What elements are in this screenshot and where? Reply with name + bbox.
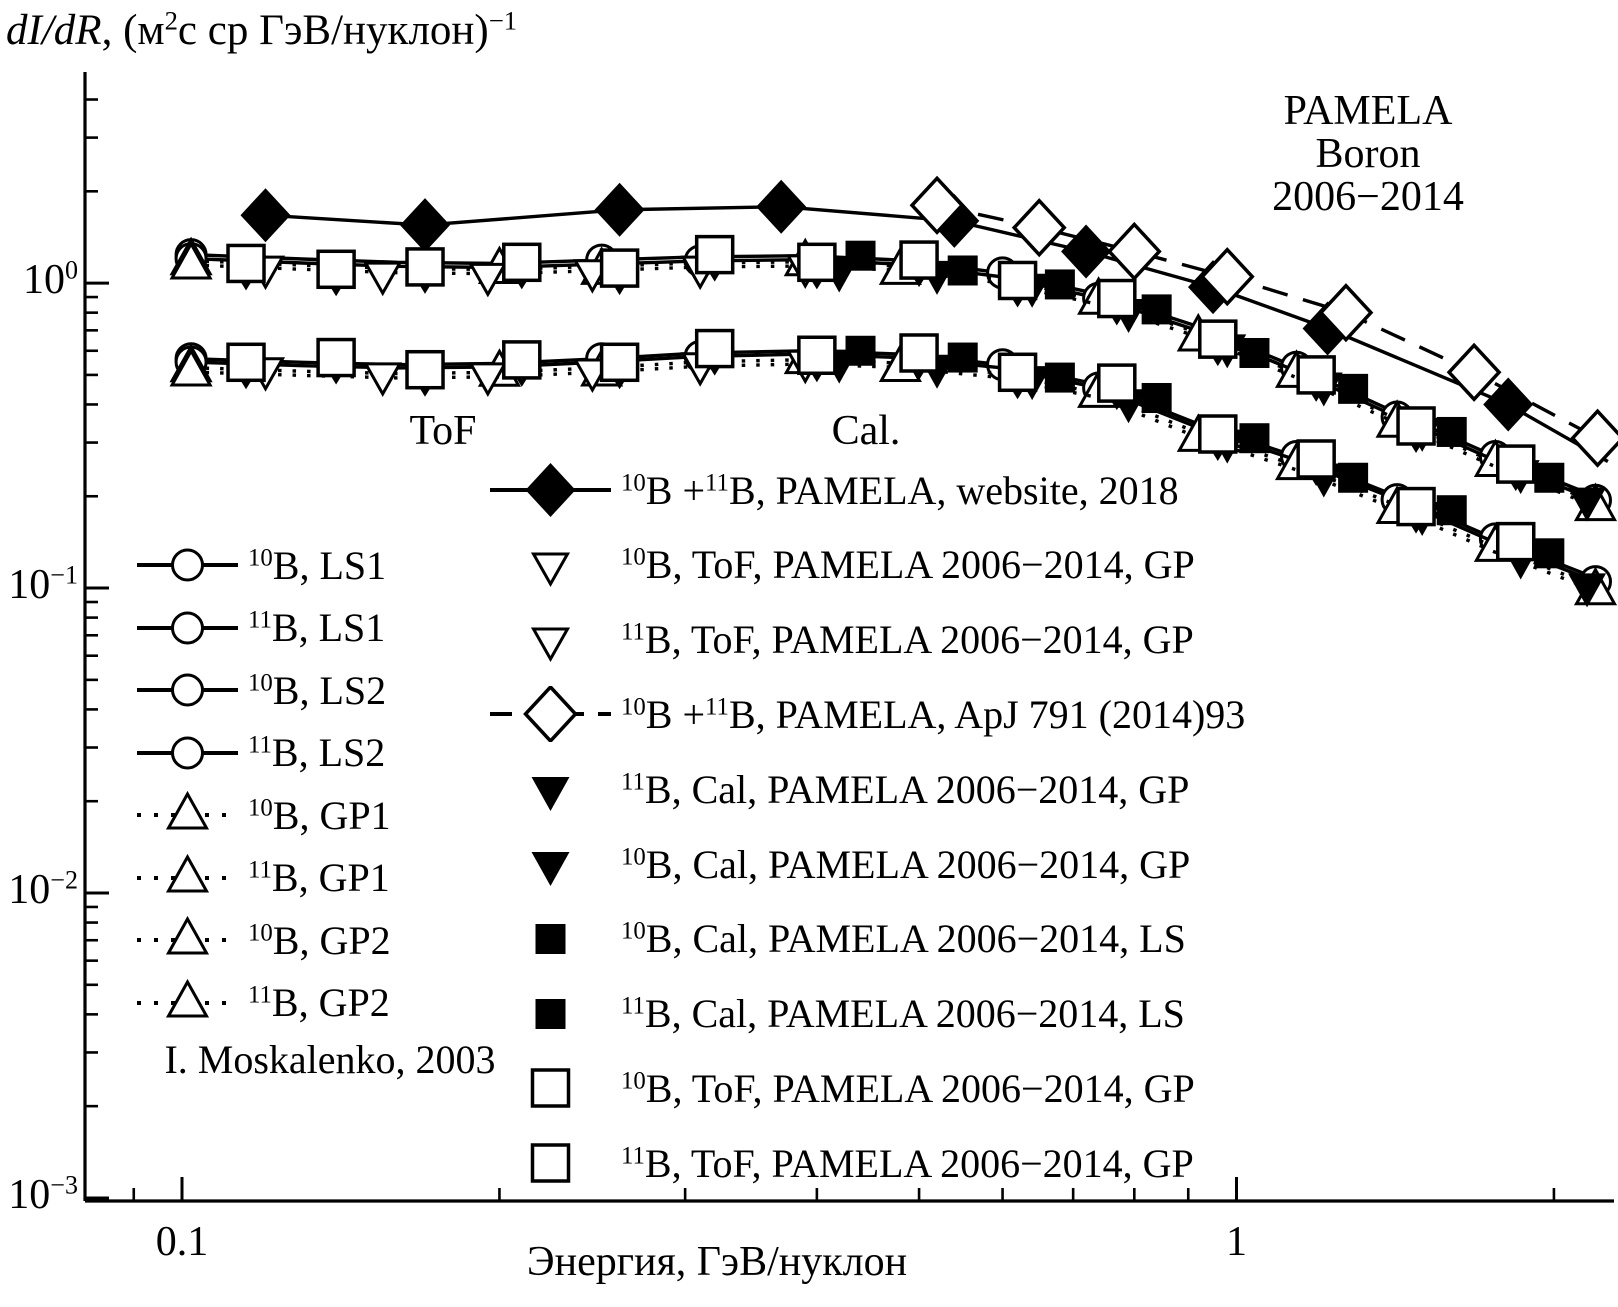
legend-marker-circle bbox=[135, 662, 240, 718]
legend-left-row-5 bbox=[135, 787, 391, 843]
legend-left-row-6 bbox=[135, 850, 390, 906]
legend-left-footer: I. Moskalenko, 2003 bbox=[164, 1037, 496, 1082]
region-label-tof: ToF bbox=[409, 408, 477, 454]
legend-right-label-2: $^{10}$B, ToF, PAMELA 2006−2014, GP bbox=[621, 542, 1195, 588]
legend-right-label-9: $^{10}$B, ToF, PAMELA 2006−2014, GP bbox=[621, 1065, 1195, 1111]
legend-left-label-5: $^{10}$B, GP1 bbox=[248, 792, 391, 838]
legend-left-row-4 bbox=[135, 725, 385, 781]
legend-marker-square-filled bbox=[488, 986, 613, 1042]
y-tick-label: $10^{-1}$ bbox=[8, 560, 78, 609]
legend-right-row-10 bbox=[488, 1135, 1194, 1191]
x-tick-label: 1 bbox=[1225, 1219, 1247, 1265]
y-tick-label: $10^0$ bbox=[22, 255, 78, 304]
legend-marker-circle bbox=[135, 725, 240, 781]
legend-marker-tri-up bbox=[135, 787, 240, 843]
legend-left-label-8: $^{11}$B, GP2 bbox=[248, 980, 390, 1025]
legend-right-row-2 bbox=[488, 537, 1195, 593]
legend-left-row-7 bbox=[135, 912, 391, 968]
plot-title bbox=[1272, 90, 1464, 219]
legend-right-label-1: $^{10}$B +$^{11}$B, PAMELA, website, 2018 bbox=[621, 467, 1179, 513]
legend-left-label-1: $^{10}$B, LS1 bbox=[248, 542, 387, 588]
legend-marker-diamond-open bbox=[488, 686, 613, 742]
legend-marker-tri-down-open bbox=[488, 612, 613, 668]
legend-right-label-7: $^{10}$B, Cal, PAMELA 2006−2014, LS bbox=[621, 916, 1186, 962]
legend-left-row-2 bbox=[135, 600, 385, 656]
legend-right-label-3: $^{11}$B, ToF, PAMELA 2006−2014, GP bbox=[621, 617, 1194, 663]
legend-right-row-1 bbox=[488, 462, 1179, 518]
legend-marker-tri-up bbox=[135, 850, 240, 906]
legend-right-label-8: $^{11}$B, Cal, PAMELA 2006−2014, LS bbox=[621, 991, 1185, 1037]
legend-right-label-10: $^{11}$B, ToF, PAMELA 2006−2014, GP bbox=[621, 1140, 1194, 1186]
legend-left-label-6: $^{11}$B, GP1 bbox=[248, 855, 390, 900]
legend-left-row-1 bbox=[135, 537, 386, 593]
y-tick-label: $10^{-2}$ bbox=[8, 865, 78, 913]
legend-left-row-3 bbox=[135, 662, 386, 718]
legend-marker-tri-up bbox=[135, 912, 240, 968]
legend-right-row-3 bbox=[488, 612, 1194, 668]
legend-right-label-4: $^{10}$B +$^{11}$B, PAMELA, ApJ 791 (2014)93 bbox=[621, 691, 1246, 737]
legend-right-row-9 bbox=[488, 1060, 1195, 1116]
y-axis-title: dI/dR, ($м^2с$ ср ГэВ/нуклон)$^{-1}$ bbox=[6, 5, 518, 54]
legend-marker-square-open bbox=[488, 1135, 613, 1191]
legend-marker-square-filled bbox=[488, 911, 613, 967]
plot-title-line3: 2006−2014 bbox=[1272, 174, 1464, 220]
legend-right-label-5: $^{11}$B, Cal, PAMELA 2006−2014, GP bbox=[621, 766, 1190, 812]
plot-title-line2: Boron bbox=[1315, 131, 1421, 177]
legend-marker-tri-down-open bbox=[488, 537, 613, 593]
legend-marker-tri-down-filled bbox=[488, 836, 613, 892]
legend-right-row-5 bbox=[488, 761, 1189, 817]
legend-right-label-6: $^{10}$B, Cal, PAMELA 2006−2014, GP bbox=[621, 841, 1191, 887]
legend-marker-diamond-filled bbox=[488, 462, 613, 518]
legend-marker-circle bbox=[135, 600, 240, 656]
legend-marker-tri-up bbox=[135, 975, 240, 1031]
y-tick-label: $10^{-3}$ bbox=[8, 1170, 78, 1218]
legend-left-label-3: $^{10}$B, LS2 bbox=[248, 667, 387, 713]
legend-marker-tri-down-filled bbox=[488, 761, 613, 817]
legend-marker-circle bbox=[135, 537, 240, 593]
legend-left-label-7: $^{10}$B, GP2 bbox=[248, 917, 391, 963]
legend-right-row-8 bbox=[488, 986, 1185, 1042]
legend-marker-square-open bbox=[488, 1060, 613, 1116]
x-axis-title: Энергия, ГэВ/нуклон bbox=[526, 1239, 908, 1285]
legend-right-row-7 bbox=[488, 911, 1186, 967]
legend-right-row-6 bbox=[488, 836, 1190, 892]
legend-left-label-4: $^{11}$B, LS2 bbox=[248, 730, 386, 775]
region-label-cal: Cal. bbox=[831, 408, 901, 454]
x-tick-label: 0.1 bbox=[155, 1219, 209, 1265]
legend-left-label-2: $^{11}$B, LS1 bbox=[248, 605, 386, 650]
plot-title-line1: PAMELA bbox=[1283, 88, 1453, 134]
legend-left-row-8 bbox=[135, 975, 390, 1031]
legend-right-row-4 bbox=[488, 686, 1245, 742]
